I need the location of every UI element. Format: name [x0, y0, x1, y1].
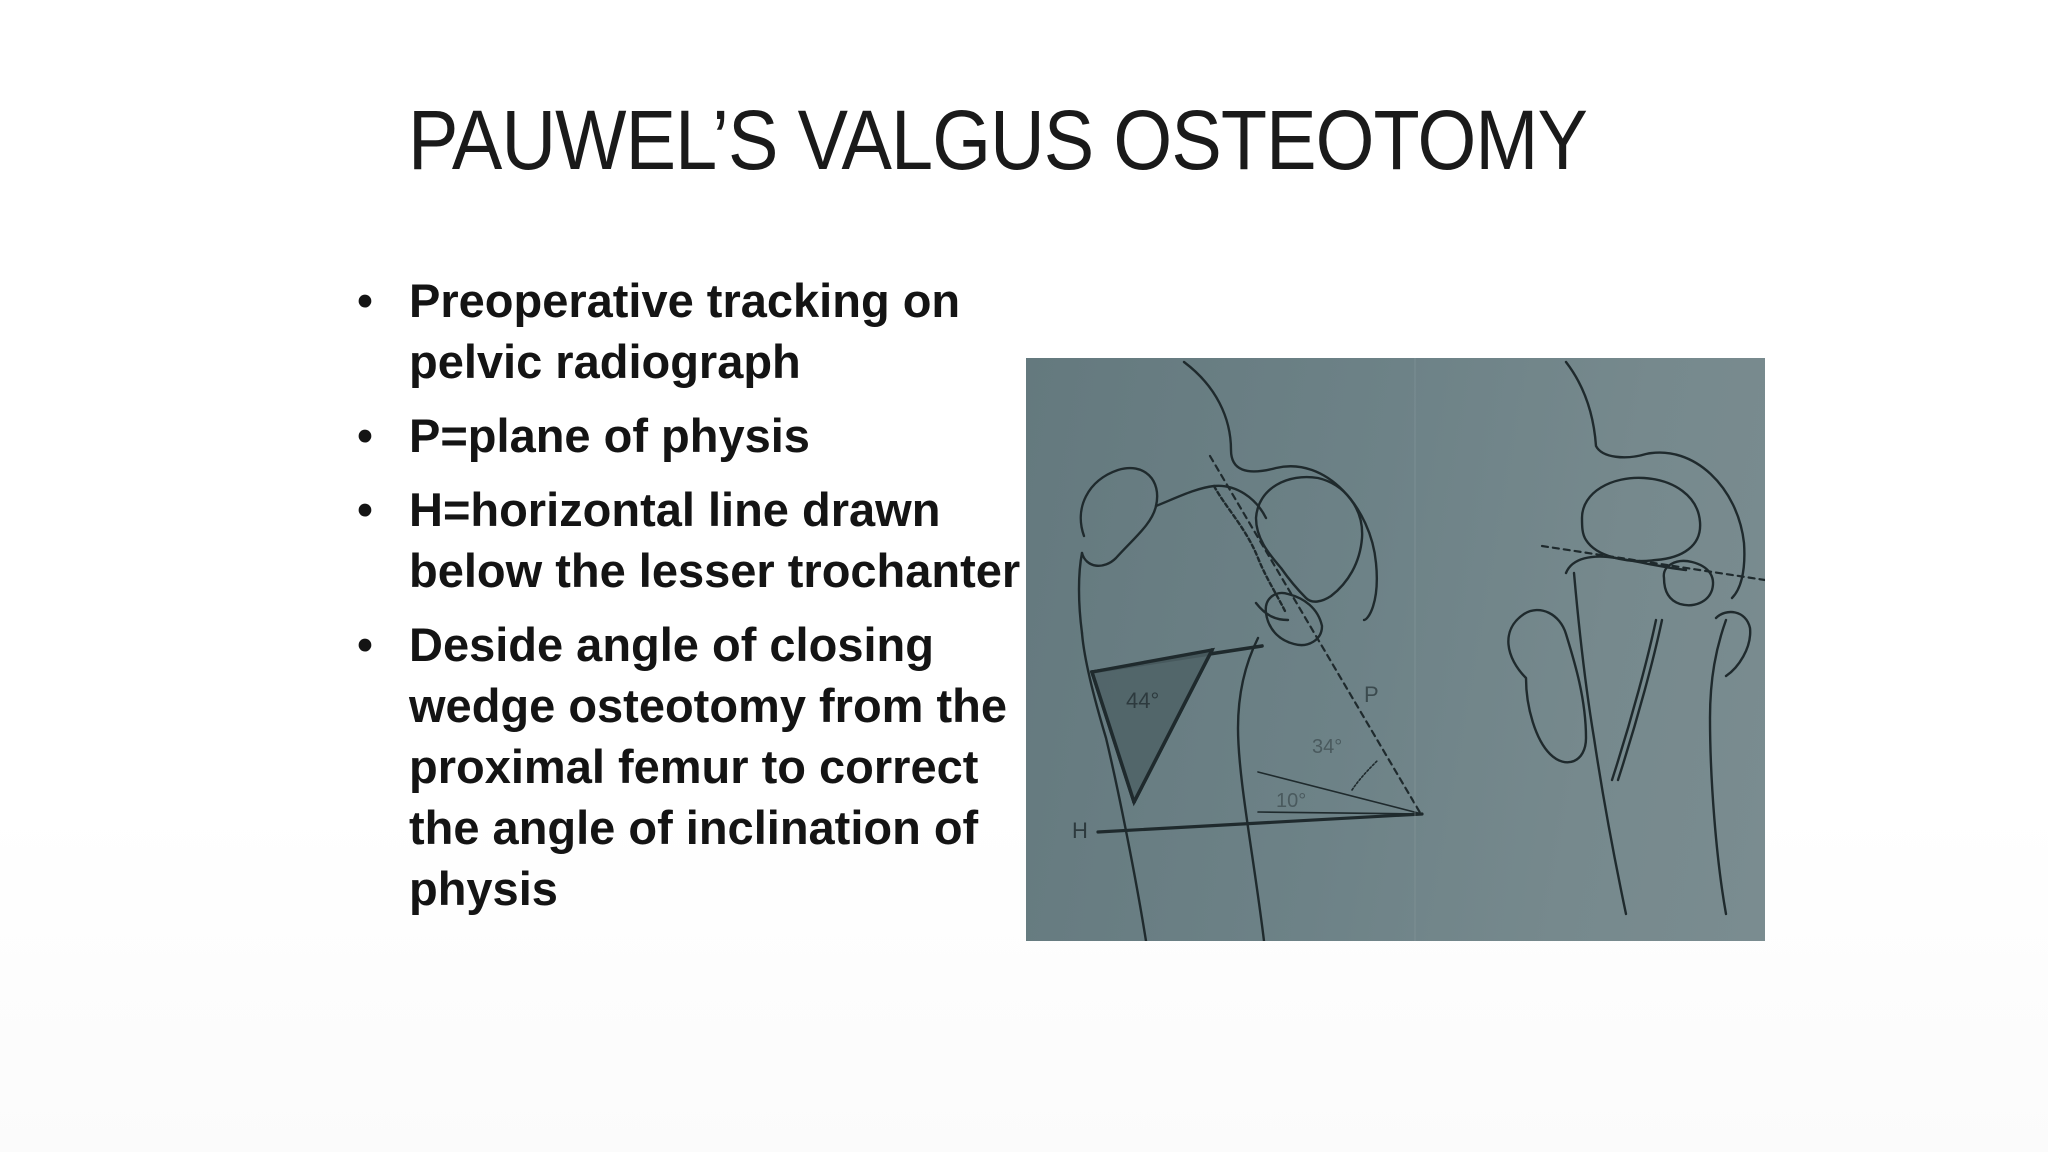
osteotomy-wedge	[1092, 650, 1212, 802]
slide-title: PAUWEL’S VALGUS OSTEOTOMY	[408, 93, 1587, 187]
bullet-marker: •	[356, 618, 374, 671]
bullet-marker: •	[356, 409, 374, 462]
medial-fragment-right	[1716, 612, 1750, 676]
bullet-text: H=horizontal line drawn below the lesser trochanter	[409, 483, 1021, 597]
osteotomy-line-right-2	[1618, 620, 1662, 780]
greater-trochanter	[1081, 468, 1157, 566]
lower-angle-label: 10°	[1276, 790, 1307, 812]
femoral-head	[1256, 477, 1362, 602]
bullet-list	[345, 270, 1025, 932]
radiograph-seam	[1414, 358, 1416, 941]
bullet-marker: •	[356, 483, 374, 536]
bullet-text: P=plane of physis	[409, 409, 810, 462]
shaft-lateral-right	[1574, 573, 1626, 914]
femoral-neck	[1156, 486, 1266, 518]
acetabulum-outline	[1184, 362, 1377, 620]
bullet-text: Deside angle of closing wedge osteotomy from the proximal femur to correct the angle of inclination of physis	[409, 618, 1008, 915]
greater-trochanter-right	[1508, 610, 1586, 762]
bullet-item	[345, 479, 1025, 601]
femur-shaft-medial	[1238, 638, 1264, 941]
p-line	[1210, 456, 1422, 816]
trochanter-to-shaft	[1079, 553, 1082, 633]
femur-osteotomy-diagram	[1026, 358, 1765, 941]
femoral-head-right	[1582, 478, 1700, 561]
angle-arc	[1352, 760, 1378, 790]
diagram-drawing	[1026, 358, 1765, 941]
calcar-outline	[1256, 603, 1288, 620]
inner-angle-label: 34°	[1312, 736, 1343, 758]
bullet-item	[345, 614, 1025, 919]
bullet-item	[345, 270, 1025, 392]
physis-p-label: P	[1364, 682, 1379, 707]
shaft-medial-right	[1710, 620, 1726, 914]
osteotomy-line-right	[1612, 620, 1656, 780]
bullet-marker: •	[356, 274, 374, 327]
wedge-angle-label: 44°	[1126, 688, 1160, 713]
h-line	[1098, 814, 1422, 832]
bullet-text: Preoperative tracking on pelvic radiograph	[409, 274, 961, 388]
bullet-item	[345, 405, 1025, 466]
h-line-label: H	[1072, 818, 1088, 843]
